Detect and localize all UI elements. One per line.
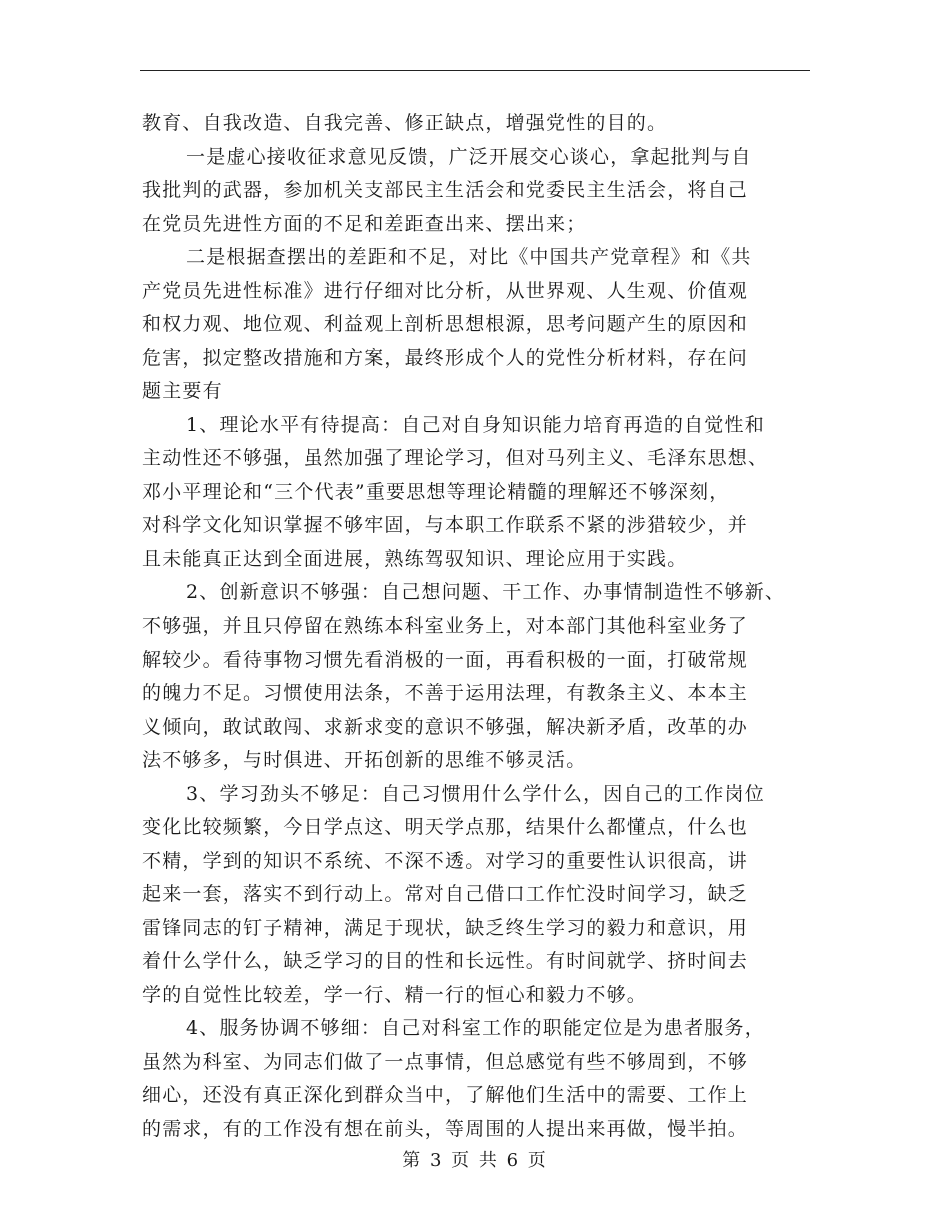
text-line: 义倾向，敢试敢闯、求新求变的意识不够强，解决新矛盾，改革的办 <box>142 716 749 738</box>
text-line: 不精，学到的知识不系统、不深不透。对学习的重要性认识很高，讲 <box>142 850 749 872</box>
text-line: 危害，拟定整改措施和方案，最终形成个人的党性分析材料，存在问 <box>142 347 749 369</box>
text-line: 雷锋同志的钉子精神，满足于现状，缺乏终生学习的毅力和意识，用 <box>142 917 749 939</box>
text-line: 着什么学什么，缺乏学习的目的性和长远性。有时间就学、挤时间去 <box>142 950 749 972</box>
text-line: 在党员先进性方面的不足和差距查出来、摆出来； <box>142 213 587 235</box>
text-line: 起来一套，落实不到行动上。常对自己借口工作忙没时间学习，缺乏 <box>142 883 749 905</box>
text-line: 二是根据查摆出的差距和不足，对比《中国共产党章程》和《共 <box>186 246 752 268</box>
text-line: 和权力观、地位观、利益观上剖析思想根源，思考问题产生的原因和 <box>142 313 749 335</box>
text-line: 法不够多，与时俱进、开拓创新的思维不够灵活。 <box>142 749 587 771</box>
text-line: 对科学文化知识掌握不够牢固，与本职工作联系不紧的涉猎较少，并 <box>142 514 749 536</box>
text-line: 4、服务协调不够细：自己对科室工作的职能定位是为患者服务， <box>186 1017 765 1039</box>
text-line: 细心，还没有真正深化到群众当中，了解他们生活中的需要、工作上 <box>142 1084 749 1106</box>
text-line: 且未能真正达到全面进展，熟练驾驭知识、理论应用于实践。 <box>142 548 688 570</box>
text-line: 虽然为科室、为同志们做了一点事情，但总感觉有些不够周到，不够 <box>142 1051 749 1073</box>
text-line: 题主要有 <box>142 380 223 402</box>
text-line: 学的自觉性比较差，学一行、精一行的恒心和毅力不够。 <box>142 984 648 1006</box>
text-line: 变化比较频繁，今日学点这、明天学点那，结果什么都懂点，什么也 <box>142 816 749 838</box>
text-line: 2、创新意识不够强：自己想问题、干工作、办事情制造性不够新、 <box>186 581 786 603</box>
text-line: 主动性还不够强，虽然加强了理论学习，但对马列主义、毛泽东思想、 <box>142 447 769 469</box>
text-line: 教育、自我改造、自我完善、修正缺点，增强党性的目的。 <box>142 112 668 134</box>
text-line: 3、学习劲头不够足：自己习惯用什么学什么，因自己的工作岗位 <box>186 783 765 805</box>
text-line: 邓小平理论和“三个代表”重要思想等理论精髓的理解还不够深刻， <box>142 481 730 503</box>
text-line: 的需求，有的工作没有想在前头，等周围的人提出来再做，慢半拍。 <box>142 1118 749 1140</box>
text-line: 产党员先进性标准》进行仔细对比分析，从世界观、人生观、价值观 <box>142 280 749 302</box>
text-line: 解较少。看待事物习惯先看消极的一面，再看积极的一面，打破常规 <box>142 649 749 671</box>
page-number-footer: 第 3 页 共 6 页 <box>402 1150 548 1171</box>
text-line: 不够强，并且只停留在熟练本科室业务上，对本部门其他科室业务了 <box>142 615 749 637</box>
text-line: 我批判的武器，参加机关支部民主生活会和党委民主生活会，将自己 <box>142 179 749 201</box>
text-line: 1、理论水平有待提高：自己对自身知识能力培育再造的自觉性和 <box>186 414 765 436</box>
text-line: 一是虚心接收征求意见反馈，广泛开展交心谈心，拿起批判与自 <box>186 146 752 168</box>
text-line: 的魄力不足。习惯使用法条，不善于运用法理，有教条主义、本本主 <box>142 682 749 704</box>
